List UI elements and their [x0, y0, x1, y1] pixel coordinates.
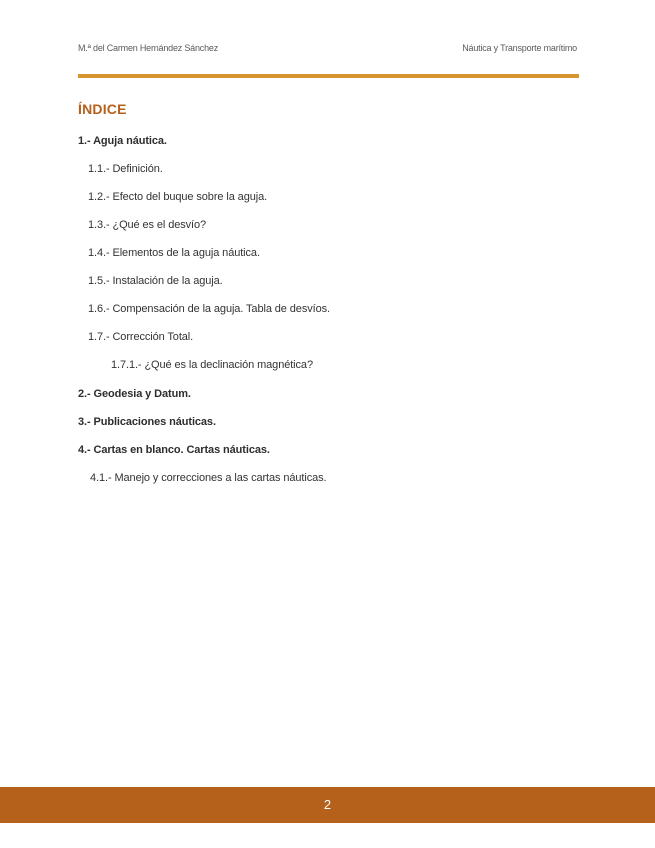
page-number: 2	[323, 797, 332, 812]
toc-entry-1-2[interactable]: 1.2.- Efecto del buque sobre la aguja.	[88, 191, 268, 203]
toc-entry-3[interactable]: 3.- Publicaciones náuticas.	[78, 416, 216, 428]
header-subject: Náutica y Transporte marítimo	[462, 43, 577, 53]
toc-entry-1-5[interactable]: 1.5.- Instalación de la aguja.	[88, 275, 223, 287]
toc-entry-1[interactable]: 1.- Aguja náutica.	[78, 135, 167, 147]
toc-entry-4[interactable]: 4.- Cartas en blanco. Cartas náuticas.	[78, 444, 270, 456]
toc-entry-1-4[interactable]: 1.4.- Elementos de la aguja náutica.	[88, 247, 260, 259]
toc-entry-1-7[interactable]: 1.7.- Corrección Total.	[88, 331, 194, 343]
toc-entry-4-1[interactable]: 4.1.- Manejo y correcciones a las cartas náuticas.	[90, 472, 327, 484]
toc-entry-1-3[interactable]: 1.3.- ¿Qué es el desvío?	[88, 219, 207, 231]
toc-title: ÍNDICE	[78, 101, 127, 117]
toc-entry-1-6[interactable]: 1.6.- Compensación de la aguja. Tabla de desvíos.	[88, 303, 330, 315]
header-author: M.ª del Carmen Hernández Sánchez	[78, 43, 219, 53]
header-rule	[78, 74, 579, 78]
toc-entry-1-7-1[interactable]: 1.7.1.- ¿Qué es la declinación magnética?	[111, 359, 313, 371]
toc-entry-1-1[interactable]: 1.1.- Definición.	[88, 163, 163, 175]
toc-entry-2[interactable]: 2.- Geodesia y Datum.	[78, 388, 191, 400]
